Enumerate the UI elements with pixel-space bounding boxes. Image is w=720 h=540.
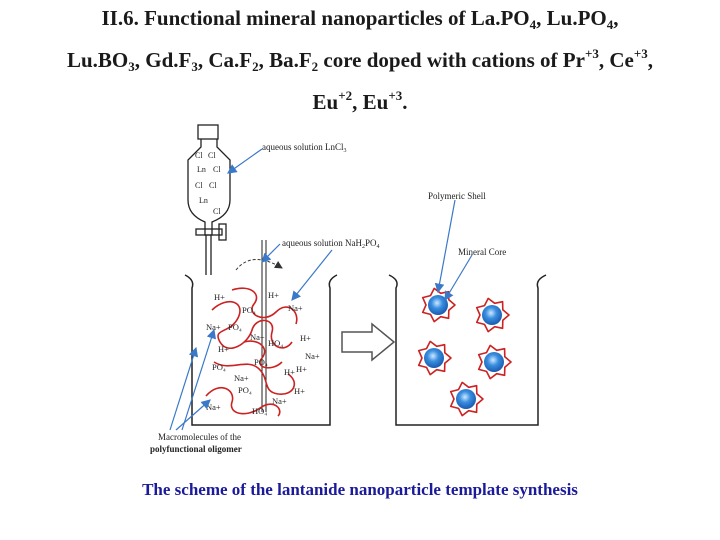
- funnel-label: Cl: [213, 165, 221, 174]
- ion-label: Na+: [305, 351, 320, 361]
- lncl-pointer: [228, 149, 262, 173]
- title-subscript: 4: [529, 17, 537, 32]
- transfer-arrow: [342, 324, 394, 360]
- title-text: core doped with cations of Pr: [318, 48, 585, 72]
- ion-label: PO₄: [254, 357, 268, 367]
- funnel-tap: [196, 229, 222, 235]
- figure-caption: The scheme of the lantanide nanoparticle template synthesis: [142, 480, 578, 499]
- ion-label: Na+: [288, 303, 303, 313]
- funnel-label: Ln: [199, 196, 208, 205]
- funnel-label: Cl: [209, 181, 217, 190]
- title-text: , Ba.F: [258, 48, 312, 72]
- funnel-label: Cl: [208, 151, 216, 160]
- title-superscript: +3: [584, 46, 599, 61]
- mineral-core: [482, 305, 502, 325]
- mineral-core-label: Mineral Core: [458, 247, 507, 257]
- title-subscript: 3: [191, 59, 198, 74]
- nanoparticle: [451, 382, 483, 415]
- title-subscript: 2: [311, 59, 319, 74]
- title-text: ,: [613, 6, 619, 30]
- title-text: II.6. Functional mineral nanoparticles of La.PO: [101, 6, 530, 30]
- title-text: , Ce: [598, 48, 634, 72]
- title-text: , Gd.F: [134, 48, 192, 72]
- title-superscript: +3: [388, 88, 403, 103]
- title-text: Eu: [312, 90, 339, 114]
- funnel-label: Cl: [195, 181, 203, 190]
- funnel-label: Cl: [195, 151, 203, 160]
- ion-label: Na+: [272, 396, 287, 406]
- nah-pointer: [262, 244, 280, 262]
- macromolecule-pointer: [182, 330, 214, 430]
- ion-label: H+: [296, 364, 307, 374]
- ion-label: HO₄: [268, 338, 284, 348]
- ion-label: PO₄: [212, 362, 226, 372]
- polymeric-shell-label: Polymeric Shell: [428, 191, 486, 201]
- ion-label: Na+: [250, 332, 265, 342]
- ion-label: Na+: [206, 322, 221, 332]
- title-text: , Ca.F: [197, 48, 253, 72]
- funnel-label: Ln: [197, 165, 206, 174]
- mineral-core: [424, 348, 444, 368]
- aqueous-nah2po4-label: aqueous solution $NaH_2PO_4$: [282, 238, 380, 250]
- title-subscript: 4: [606, 17, 614, 32]
- nanoparticle: [479, 345, 511, 378]
- title-text: ,: [647, 48, 654, 72]
- nanoparticle: [423, 288, 455, 321]
- macromolecules-label: Macromolecules of the: [158, 432, 241, 442]
- label-pointers: [170, 149, 472, 430]
- title-text: .: [402, 90, 408, 114]
- nah-pointer-2: [292, 250, 332, 300]
- mineral-core: [456, 389, 476, 409]
- ion-labels: [206, 290, 320, 416]
- aqueous-lncl-label: aqueous solution LnCl$_3$: [262, 142, 347, 154]
- ion-label: Na+: [234, 373, 249, 383]
- ion-label: H+: [300, 333, 311, 343]
- ion-label: HO₄: [252, 406, 268, 416]
- mineral-core: [428, 295, 448, 315]
- title-subscript: 2: [252, 59, 259, 74]
- ion-label: H+: [268, 290, 279, 300]
- ion-label: PO₄: [238, 385, 252, 395]
- funnel-contents: [195, 151, 221, 216]
- ion-label: H+: [214, 292, 225, 302]
- ion-label: PO₄: [228, 322, 242, 332]
- stirring-arrow: [236, 259, 282, 270]
- mineral-core-pointer: [445, 255, 472, 300]
- ion-label: H+: [218, 344, 229, 354]
- nanoparticle: [419, 341, 451, 374]
- title-text: , Lu.PO: [536, 6, 607, 30]
- ion-label: PO₄: [242, 305, 256, 315]
- title-superscript: +3: [633, 46, 648, 61]
- funnel-label: Cl: [213, 207, 221, 216]
- ion-label: H+: [294, 386, 305, 396]
- title-subscript: 3: [128, 59, 135, 74]
- polymeric-shell-pointer: [438, 200, 455, 292]
- nanoparticles: [419, 288, 511, 415]
- title-text: , Eu: [352, 90, 389, 114]
- ion-label: H+: [284, 367, 295, 377]
- macromolecules-label: polyfunctional oligomer: [150, 444, 242, 454]
- mineral-core: [484, 352, 504, 372]
- funnel-stopper: [198, 125, 218, 139]
- title-superscript: +2: [338, 88, 353, 103]
- title-text: Lu.BO: [66, 48, 129, 72]
- separatory-funnel: [188, 125, 230, 275]
- ion-label: Na+: [206, 402, 221, 412]
- nanoparticle: [477, 298, 509, 331]
